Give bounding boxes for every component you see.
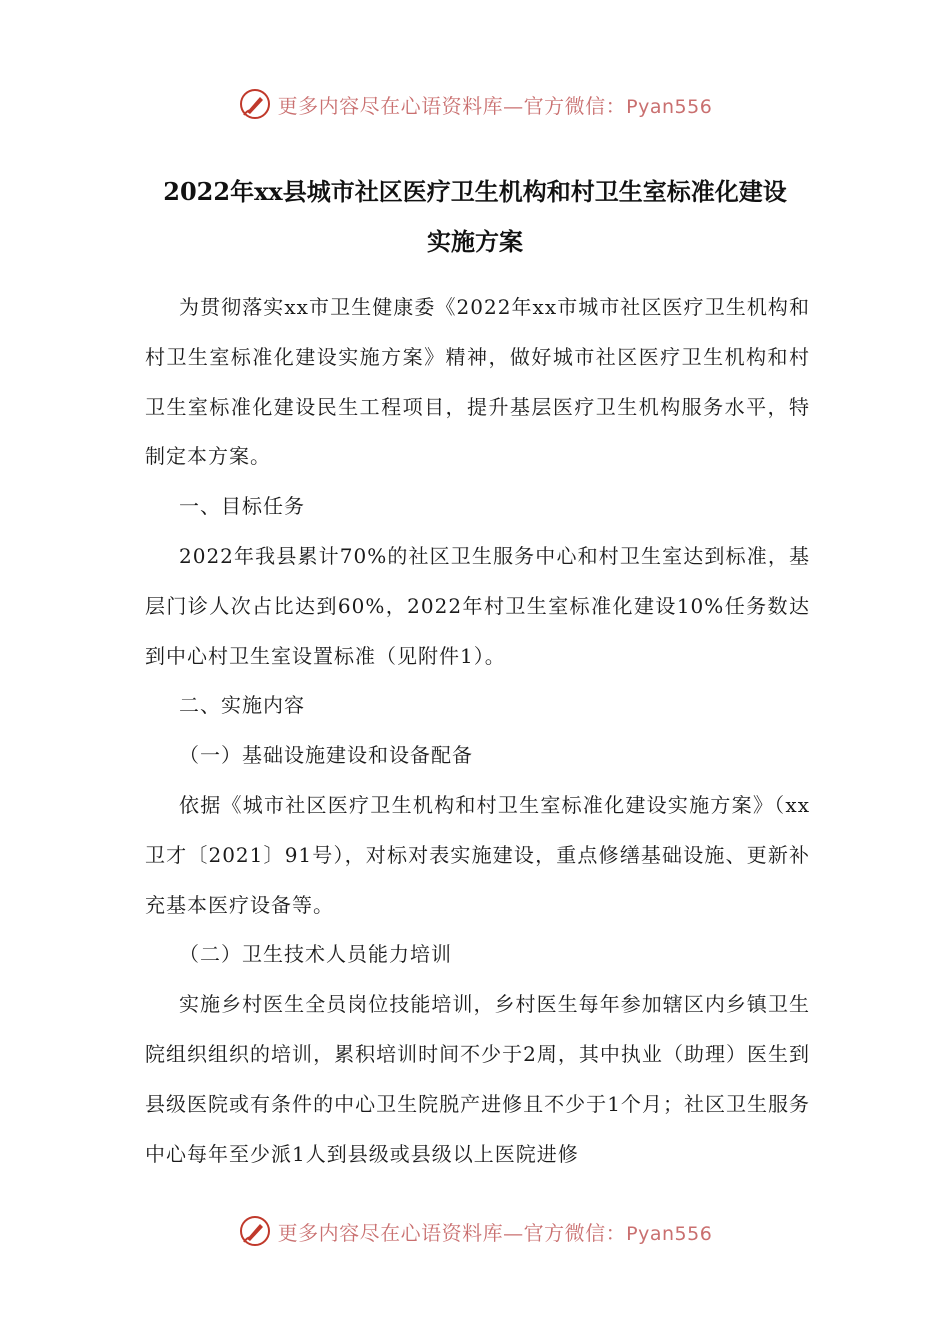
intro-paragraph: 为贯彻落实xx市卫生健康委《2022年xx市城市社区医疗卫生机构和村卫生室标准化建设实施方案》精神，做好城市社区医疗卫生机构和村卫生室标准化建设民生工程项目，提升基层医疗卫生机构服务水平，特制定本方案。 (145, 295, 810, 469)
subsection-heading-infrastructure: （一）基础设施建设和设备配备 (179, 743, 473, 768)
section-heading-goals: 一、目标任务 (179, 494, 305, 519)
banner-text: 更多内容尽在心语资料库—官方微信：Pyan556 (277, 93, 713, 118)
document-title-line1: 2022年xx县城市社区医疗卫生机构和村卫生室标准化建设 (163, 177, 787, 206)
document-body (145, 283, 810, 1179)
subsection-heading-training: （二）卫生技术人员能力培训 (179, 942, 452, 967)
training-paragraph: 实施乡村医生全员岗位技能培训，乡村医生每年参加辖区内乡镇卫生院组织组织的培训，累积培训时间不少于2周，其中执业（助理）医生到县级医院或有条件的中心卫生院脱产进修且不少于1个月；社区卫生服务中心每年至少派1人到县级或县级以上医院进修 (145, 992, 810, 1166)
header-banner (0, 84, 950, 124)
goals-paragraph: 2022年我县累计70%的社区卫生服务中心和村卫生室达到标准，基层门诊人次占比达到60%，2022年村卫生室标准化建设10%任务数达到中心村卫生室设置标准（见附件1）。 (145, 543, 810, 668)
infrastructure-paragraph: 依据《城市社区医疗卫生机构和村卫生室标准化建设实施方案》（xx卫才〔2021〕91号），对标对表实施建设，重点修缮基础设施、更新补充基本医疗设备等。 (145, 792, 810, 917)
document-title-line2: 实施方案 (427, 227, 523, 256)
wechat-id: Pyan556 (626, 1222, 713, 1245)
footer-banner (0, 1211, 950, 1251)
banner-text: 更多内容尽在心语资料库—官方微信：Pyan556 (277, 1220, 713, 1245)
pen-logo-icon (238, 1214, 272, 1248)
pen-logo-icon (238, 87, 272, 121)
section-heading-content: 二、实施内容 (179, 693, 305, 718)
wechat-id: Pyan556 (626, 95, 713, 118)
